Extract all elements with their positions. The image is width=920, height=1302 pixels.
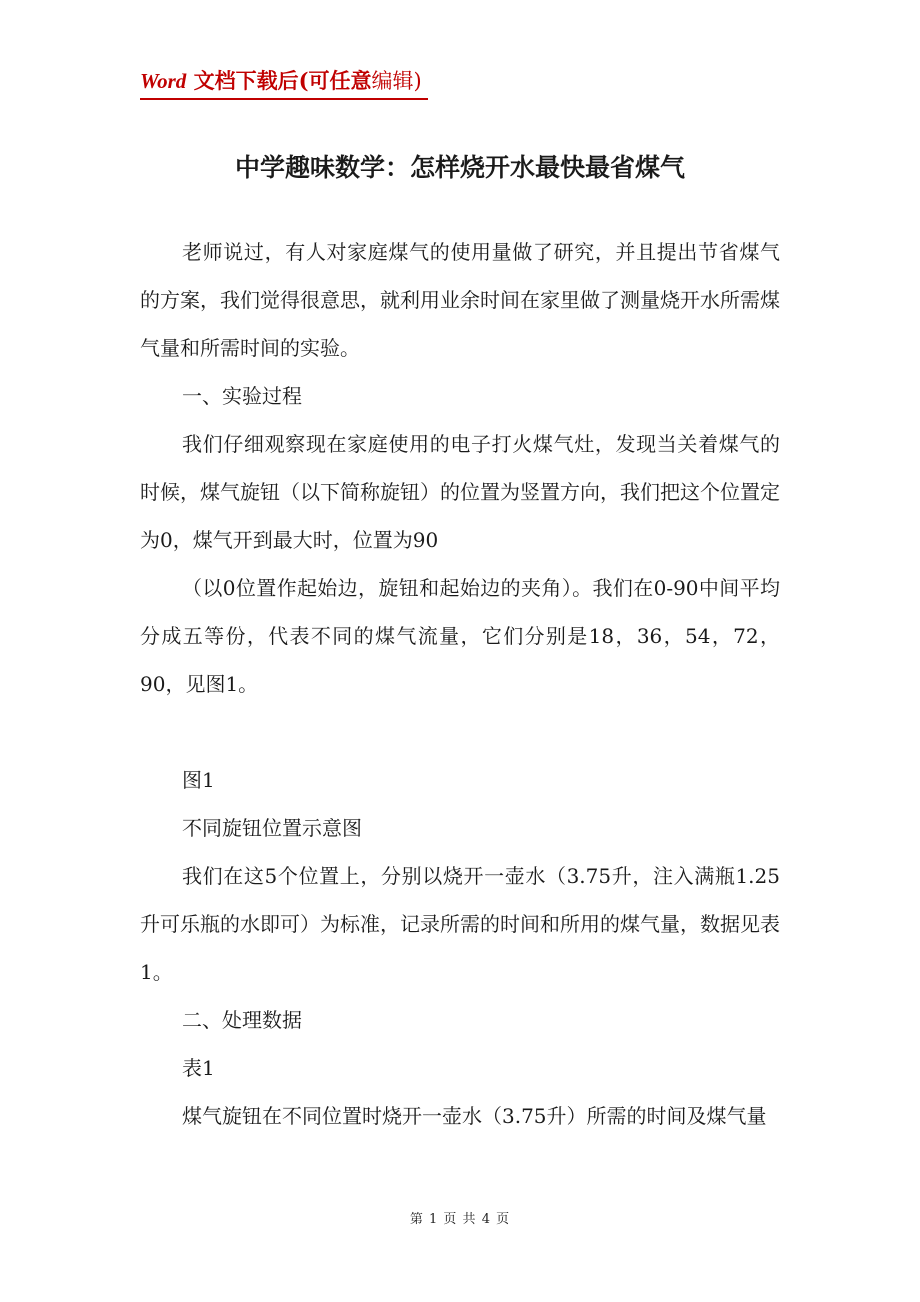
figure-label: 图1 bbox=[182, 768, 215, 792]
document-title: 中学趣味数学：怎样烧开水最快最省煤气 bbox=[234, 153, 685, 182]
figure-placeholder bbox=[140, 708, 780, 756]
banner-text-b: 载后(可任意 bbox=[256, 68, 372, 93]
figure-caption: 不同旋钮位置示意图 bbox=[182, 816, 362, 840]
table-caption: 煤气旋钮在不同位置时烧开一壶水（3.75升）所需的时间及煤气量 bbox=[182, 1104, 767, 1128]
section-heading-data: 二、处理数据 bbox=[182, 1008, 302, 1032]
banner-word: Word bbox=[140, 69, 187, 93]
banner-text-c: 编辑) bbox=[371, 69, 422, 93]
table-label: 表1 bbox=[182, 1056, 215, 1080]
banner-text-a: 文档下 bbox=[186, 68, 257, 93]
paragraph-method: 我们在这5个位置上，分别以烧开一壶水（3.75升，注入满瓶1.25升可乐瓶的水即可）为标准，记录所需的时间和所用的煤气量，数据见表1。 bbox=[140, 864, 780, 984]
paragraph-observation: 我们仔细观察现在家庭使用的电子打火煤气灶，发现当关着煤气的时候，煤气旋钮（以下简称旋钮）的位置为竖置方向，我们把这个位置定为0，煤气开到最大时，位置为90 bbox=[140, 432, 780, 552]
paragraph-intro: 老师说过，有人对家庭煤气的使用量做了研究，并且提出节省煤气的方案，我们觉得很意思，就利用业余时间在家里做了测量烧开水所需煤气量和所需时间的实验。 bbox=[140, 240, 780, 360]
section-heading-experiment: 一、实验过程 bbox=[182, 384, 302, 408]
page-footer: 第 1 页 共 4 页 bbox=[409, 1212, 511, 1227]
paragraph-positions: （以0位置作起始边，旋钮和起始边的夹角）。我们在0-90中间平均分成五等份，代表不同的煤气流量，它们分别是18，36，54，72，90，见图1。 bbox=[140, 576, 780, 696]
download-banner bbox=[140, 66, 428, 100]
document-body bbox=[140, 228, 780, 1140]
